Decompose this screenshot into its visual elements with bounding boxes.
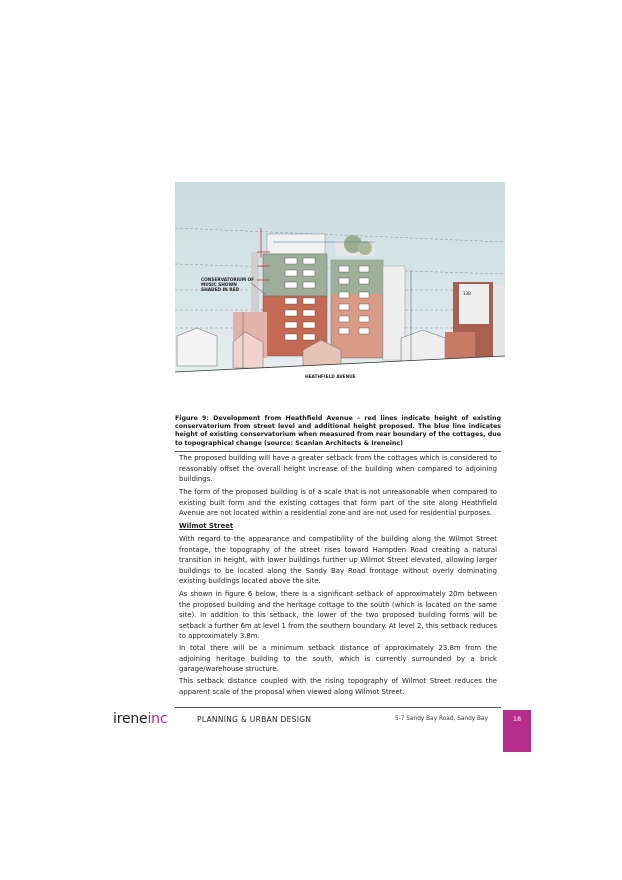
conservatorium-label-2: MUSIC SHOWN [201, 283, 237, 288]
paragraph-text: As shown in figure 6 below, there is a significant setback of approximately 20m between the proposed building and the heritage cottage to the south (which is located on the same site). In addition to this setback, the lower of the two proposed building forms will be setback a further 6m at level 1 from the southern boundary. At level 2, this setback reduces to approximately 3.8m. [179, 590, 497, 640]
conservatorium-label-1: CONSERVATORIUM OF [201, 278, 255, 283]
footer-subtitle: PLANNING & URBAN DESIGN [197, 715, 312, 724]
page-number: 18 [512, 715, 522, 723]
paragraph-text: With regard to the appearance and compatibility of the building along the Wilmot Street frontage, the topography of the street rises toward Hampden Road creating a natural transition in height, with lower buildings further up Wilmot Street elevated, allowing larger buildings to be located along the Sandy Bay Road frontage without overly dominating existing buildings located above the site. [179, 535, 497, 585]
elevation-drawing [175, 182, 505, 382]
ireneinc-logo [113, 711, 167, 727]
paragraph-total-setback [179, 643, 497, 675]
paragraph-wilmot-appearance [179, 534, 497, 587]
caption-divider [175, 451, 501, 452]
paragraph-text: In total there will be a minimum setback distance of approximately 23.8m from the adjoining heritage building to the south, which is currently surrounded by a brick garage/warehouse structure. [179, 644, 497, 673]
elevation-figure [175, 182, 505, 382]
paragraph-rising-topography [179, 676, 497, 697]
conservatorium-label-3: SHADED IN RED [201, 288, 240, 293]
paragraph-text: This setback distance coupled with the rising topography of Wilmot Street reduces the apparent scale of the proposal when viewed along Wilmot Street. [179, 677, 497, 696]
street-label: HEATHFIELD AVENUE [305, 375, 356, 380]
paragraph-text: The form of the proposed building is of a scale that is not unreasonable when compared to existing built form and the existing cottages that form part of the site along Heathfield Avenue are not located within a residential zone and are not used for residential purposes. [179, 488, 497, 517]
paragraph-setback-20m [179, 589, 497, 642]
logo-inc: inc [147, 711, 168, 727]
logo-irene: irene [113, 711, 148, 727]
building-number-label: 13B [463, 291, 471, 296]
figure-caption: Figure 9: Development from Heathfield Avenue – red lines indicate height of existing conservatorium from street level and additional height proposed. The blue line indicates height of existing conservatorium when measured from rear boundary of the cottages, due to topographical change (source: Scanlan Architects & Ireneinc) [175, 415, 501, 447]
page-number-box [503, 710, 531, 752]
paragraph-setback-cottages [179, 453, 497, 485]
text-bottom-divider [175, 707, 501, 708]
section-heading: Wilmot Street [179, 522, 234, 530]
paragraph-text: The proposed building will have a greater setback from the cottages which is considered to reasonably offset the overall height increase of the building when compared to adjoining buildings. [179, 454, 497, 483]
paragraph-form-scale [179, 487, 497, 519]
footer-address: 5-7 Sandy Bay Road, Sandy Bay [395, 716, 489, 722]
